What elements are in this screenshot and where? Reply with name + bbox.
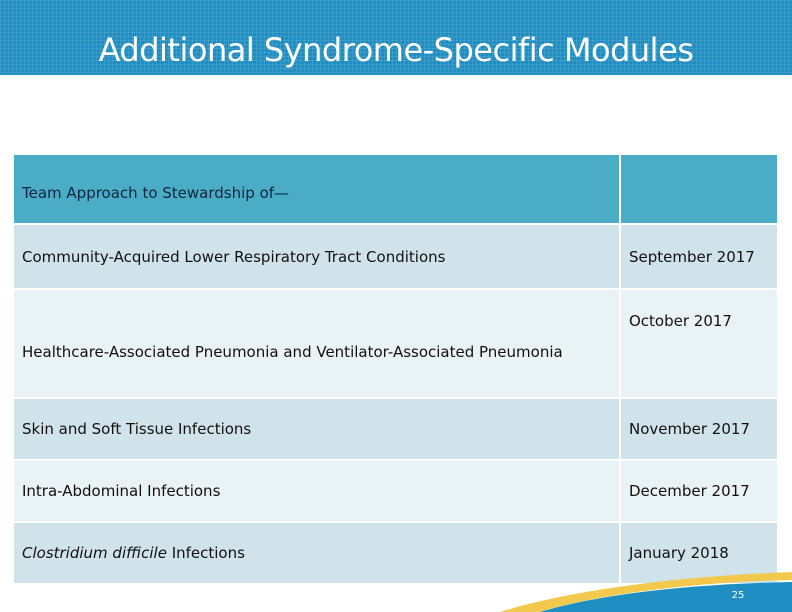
date-cell: [621, 399, 777, 461]
date-cell: [621, 225, 777, 290]
table-row: [14, 290, 777, 399]
title-bar: [0, 0, 792, 75]
header-topic-cell: Team Approach to Stewardship of—: [14, 155, 621, 225]
topic-text: Skin and Soft Tissue Infections: [22, 420, 252, 438]
table-header-row: [14, 155, 777, 225]
table-row: [14, 461, 777, 523]
page-number: 25: [731, 590, 745, 601]
topic-italic-text: Clostridium difficile: [22, 544, 167, 562]
table-row: [14, 399, 777, 461]
date-text: October 2017: [629, 312, 732, 330]
table-row: [14, 225, 777, 290]
topic-cell: [14, 461, 621, 523]
date-text: January 2018: [629, 544, 729, 562]
slide-title: Additional Syndrome-Specific Modules: [98, 31, 694, 69]
topic-cell: [14, 225, 621, 290]
topic-text: Infections: [166, 544, 245, 562]
topic-cell: [14, 399, 621, 461]
date-cell: [621, 461, 777, 523]
topic-text: Healthcare-Associated Pneumonia and Ventilator-Associated Pneumonia: [22, 342, 563, 361]
header-date-cell: [621, 155, 777, 225]
date-cell: [621, 290, 777, 399]
topic-text: Community-Acquired Lower Respiratory Tract Conditions: [22, 247, 446, 266]
date-text: September 2017: [629, 247, 755, 266]
date-text: December 2017: [629, 482, 750, 500]
topic-cell: [14, 290, 621, 399]
date-text: November 2017: [629, 420, 750, 438]
topic-text: Intra-Abdominal Infections: [22, 482, 221, 500]
module-schedule-table: [14, 155, 777, 585]
